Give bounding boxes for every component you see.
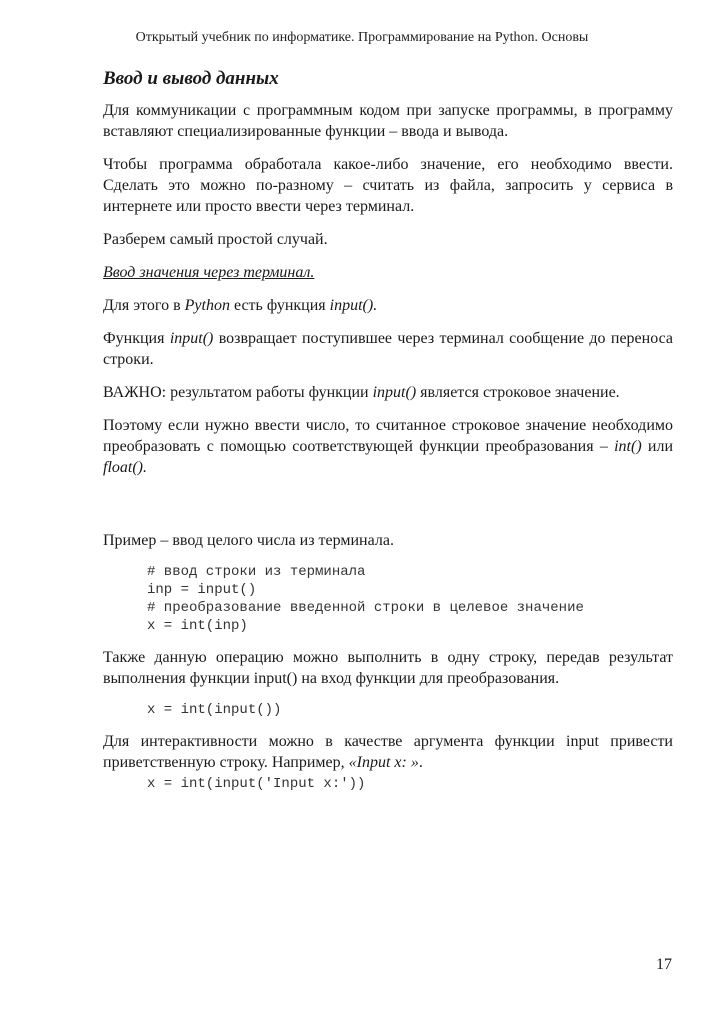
function-name: input() bbox=[372, 384, 417, 401]
code-line: x = int(input('Input x:')) bbox=[147, 776, 366, 792]
subheading-text: Ввод значения через терминал. bbox=[103, 264, 315, 281]
spacer bbox=[103, 490, 673, 530]
code-line: # ввод строки из терминала bbox=[147, 564, 366, 580]
text-run: ВАЖНО: результатом работы функции bbox=[103, 384, 373, 401]
text-run: . bbox=[418, 754, 423, 771]
text-run: является строковое значение. bbox=[416, 384, 620, 401]
quote-example: «Input x: » bbox=[348, 754, 419, 771]
page-number: 17 bbox=[656, 956, 672, 973]
code-line: # преобразование введенной строки в целевое значение bbox=[147, 600, 584, 616]
text-run: есть функция bbox=[229, 297, 330, 314]
paragraph: Также данную операцию можно выполнить в одну строку, передав результат выполнения функции input() на вход функции для преобразования. bbox=[103, 649, 673, 687]
code-block bbox=[147, 563, 673, 635]
paragraph: Для коммуникации с программным кодом при запуске программы, в программу вставляют специализированные функции – ввода и вывода. bbox=[103, 102, 673, 140]
function-name: int() bbox=[614, 438, 642, 455]
page-content bbox=[103, 68, 673, 805]
text-run: возвращает поступившее через терминал сообщение до переноса строки. bbox=[103, 330, 673, 368]
function-name: float(). bbox=[103, 459, 147, 476]
python-term: Python bbox=[184, 297, 230, 314]
code-block bbox=[147, 701, 673, 719]
text-run: или bbox=[641, 438, 674, 455]
subheading bbox=[103, 262, 673, 283]
paragraph bbox=[103, 382, 673, 403]
page-header: Открытый учебник по информатике. Программирование на Python. Основы bbox=[135, 30, 589, 45]
code-block bbox=[147, 775, 673, 793]
paragraph bbox=[103, 415, 673, 478]
text-run: Функция bbox=[103, 330, 170, 347]
text-run: Для этого в bbox=[103, 297, 185, 314]
paragraph: Пример – ввод целого числа из терминала. bbox=[103, 532, 394, 549]
paragraph: Чтобы программа обработала какое-либо значение, его необходимо ввести. Сделать это можно по-разному – считать из файла, запросить у сервиса в интернете или просто ввести через терминал. bbox=[103, 156, 673, 215]
paragraph bbox=[103, 731, 673, 773]
function-name: input(). bbox=[329, 297, 378, 314]
code-line: inp = input() bbox=[147, 582, 257, 598]
paragraph bbox=[103, 295, 673, 316]
code-line: x = int(input()) bbox=[147, 702, 282, 718]
section-heading: Ввод и вывод данных bbox=[103, 68, 279, 89]
function-name: input() bbox=[169, 330, 214, 347]
text-run: Для интерактивности можно в качестве аргумента функции input привести приветственную строку. Например, bbox=[103, 733, 673, 771]
paragraph bbox=[103, 328, 673, 370]
paragraph: Разберем самый простой случай. bbox=[103, 231, 328, 248]
text-run: Поэтому если нужно ввести число, то считанное строковое значение необходимо преобразовать с помощью соответствующей функции преобразования – bbox=[103, 417, 673, 455]
code-line: x = int(inp) bbox=[147, 618, 248, 634]
